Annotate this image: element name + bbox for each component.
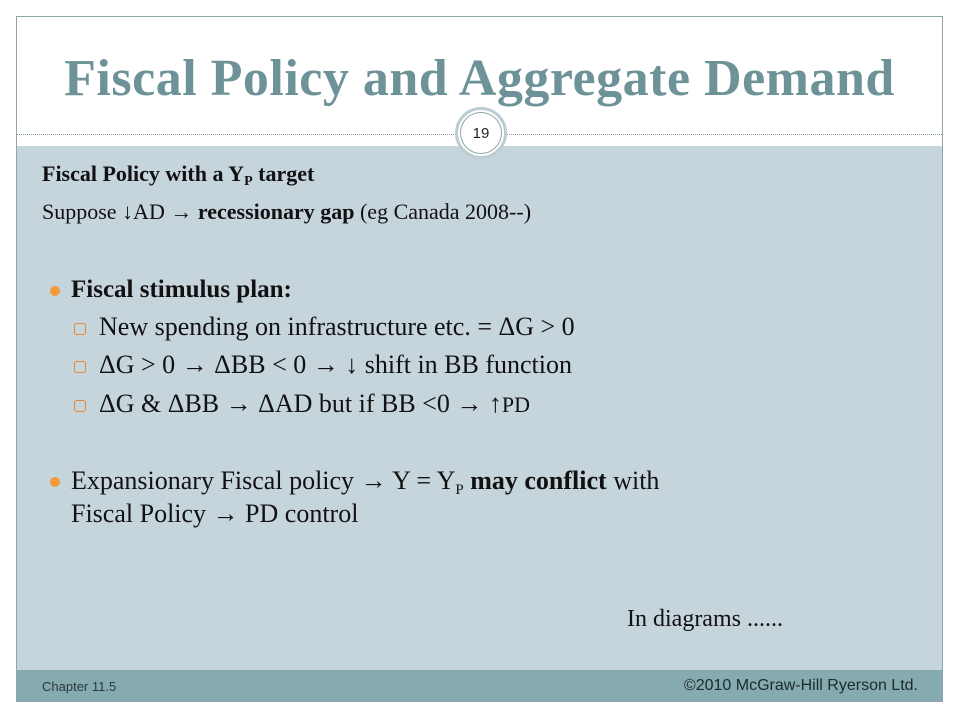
- bullet-expansionary-line1: [71, 466, 659, 496]
- may-conflict-text: may conflict: [463, 466, 607, 495]
- square-bullet-icon: [74, 323, 86, 335]
- square-bullet-icon: [74, 400, 86, 412]
- heading-subscript: P: [244, 174, 253, 189]
- bullet-fiscal-stimulus: Fiscal stimulus plan:: [71, 276, 292, 303]
- expansionary-with: with: [606, 466, 660, 495]
- expansionary-text: Expansionary Fiscal policy → Y = Y: [71, 466, 456, 495]
- section-heading: [42, 161, 314, 187]
- in-diagrams-text: In diagrams ......: [627, 606, 783, 632]
- slide-title: Fiscal Policy and Aggregate Demand: [64, 50, 895, 107]
- square-bullet-icon: [74, 361, 86, 373]
- heading-suffix: target: [252, 161, 315, 186]
- sub-item-3-pd: PD: [501, 392, 530, 417]
- sub-item-3: [99, 389, 530, 419]
- suppose-line: [42, 199, 531, 225]
- page-number: 19: [460, 112, 502, 154]
- suppose-text: Suppose ↓AD →: [42, 199, 198, 224]
- sub-item-2: ΔG > 0 → ΔBB < 0 → ↓ shift in BB function: [99, 350, 573, 379]
- footer-chapter: Chapter 11.5: [42, 679, 117, 694]
- sub-item-1: New spending on infrastructure etc. = ΔG > 0: [99, 312, 575, 341]
- heading-prefix: Fiscal Policy with a Y: [42, 161, 245, 186]
- expansionary-subscript: P: [455, 482, 464, 498]
- page-number-badge: [455, 107, 507, 159]
- sub-item-3-text: ΔG & ΔBB → ΔAD but if BB <0 → ↑: [99, 389, 502, 418]
- suppose-tail: (eg Canada 2008--): [354, 199, 532, 224]
- bullet-icon: [50, 286, 60, 296]
- recessionary-gap-text: recessionary gap: [197, 199, 355, 224]
- bullet-expansionary-line2: Fiscal Policy → PD control: [71, 499, 359, 528]
- footer-copyright: ©2010 McGraw-Hill Ryerson Ltd.: [683, 677, 918, 694]
- bullet-icon: [50, 477, 60, 487]
